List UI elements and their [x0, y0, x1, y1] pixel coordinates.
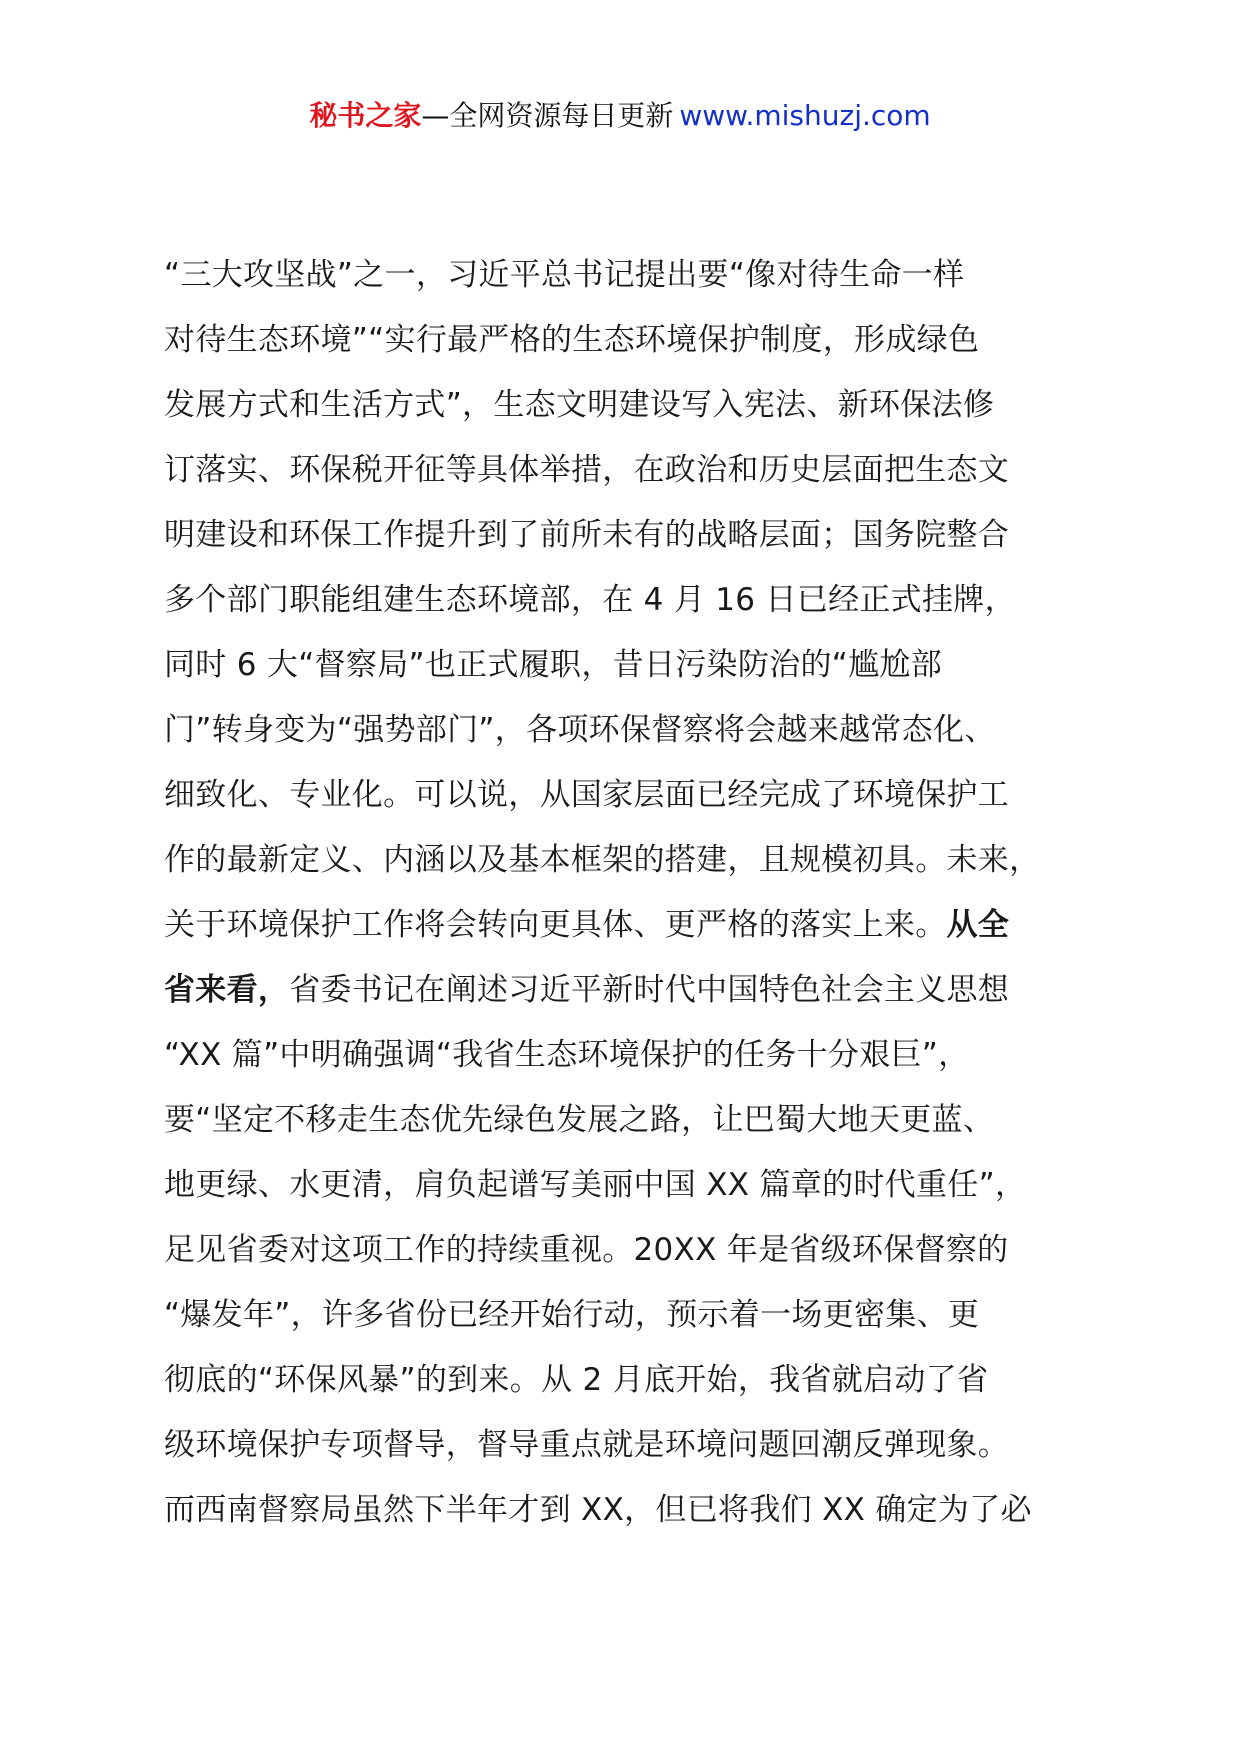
text-line-10: 作的最新定义、内涵以及基本框架的搭建，且规模初具。未来，: [164, 842, 1041, 878]
text-line-11: [164, 893, 1124, 958]
text-line-13: “XX 篇”中明确强调“我省生态环境保护的任务十分艰巨”，: [164, 1037, 970, 1073]
text-line-6: 多个部门职能组建生态环境部，在 4 月 16 日已经正式挂牌，: [164, 582, 1016, 618]
text-line-19: 级环境保护专项督导，督导重点就是环境问题回潮反弹现象。: [164, 1427, 1010, 1463]
page-header: [0, 98, 1240, 134]
site-tagline: —全网资源每日更新: [421, 99, 674, 132]
text-line-16: 足见省委对这项工作的持续重视。20XX 年是省级环保督察的: [164, 1232, 1009, 1268]
text-line-14: 要“坚定不移走生态优先绿色发展之路，让巴蜀大地天更蓝、: [164, 1102, 995, 1138]
text-line-12-plain: 省委书记在阐述习近平新时代中国特色社会主义思想: [289, 972, 1010, 1008]
text-line-20: 而西南督察局虽然下半年才到 XX，但已将我们 XX 确定为了必: [164, 1492, 1032, 1528]
bold-heading-part-2: 省来看，: [164, 972, 290, 1008]
text-line-5: 明建设和环保工作提升到了前所未有的战略层面；国务院整合: [164, 517, 1010, 553]
text-line-2: 对待生态环境”“实行最严格的生态环境保护制度，形成绿色: [164, 322, 980, 358]
text-line-11-plain: 关于环境保护工作将会转向更具体、更严格的落实上来。: [164, 907, 947, 943]
text-line-12: [164, 958, 1124, 1023]
text-line-9: 细致化、专业化。可以说，从国家层面已经完成了环境保护工: [164, 777, 1010, 813]
text-line-7: 同时 6 大“督察局”也正式履职，昔日污染防治的“尴尬部: [164, 647, 943, 683]
text-line-15: 地更绿、水更清，肩负起谱写美丽中国 XX 篇章的时代重任”，: [164, 1167, 1027, 1203]
text-line-4: 订落实、环保税开征等具体举措，在政治和历史层面把生态文: [164, 452, 1010, 488]
text-line-8: 门”转身变为“强势部门”，各项环保督察将会越来越常态化、: [164, 712, 996, 748]
site-url-link[interactable]: www.mishuzj.com: [679, 99, 931, 132]
text-line-18: 彻底的“环保风暴”的到来。从 2 月底开始，我省就启动了省: [164, 1362, 989, 1398]
site-brand: 秘书之家: [309, 99, 422, 132]
text-line-1: “三大攻坚战”之一，习近平总书记提出要“像对待生命一样: [164, 257, 965, 293]
text-line-17: “爆发年”，许多省份已经开始行动，预示着一场更密集、更: [164, 1297, 980, 1333]
bold-heading-part-1: 从全: [946, 907, 1010, 943]
text-line-3: 发展方式和生活方式”，生态文明建设写入宪法、新环保法修: [164, 387, 995, 423]
document-body: [164, 243, 1124, 1543]
